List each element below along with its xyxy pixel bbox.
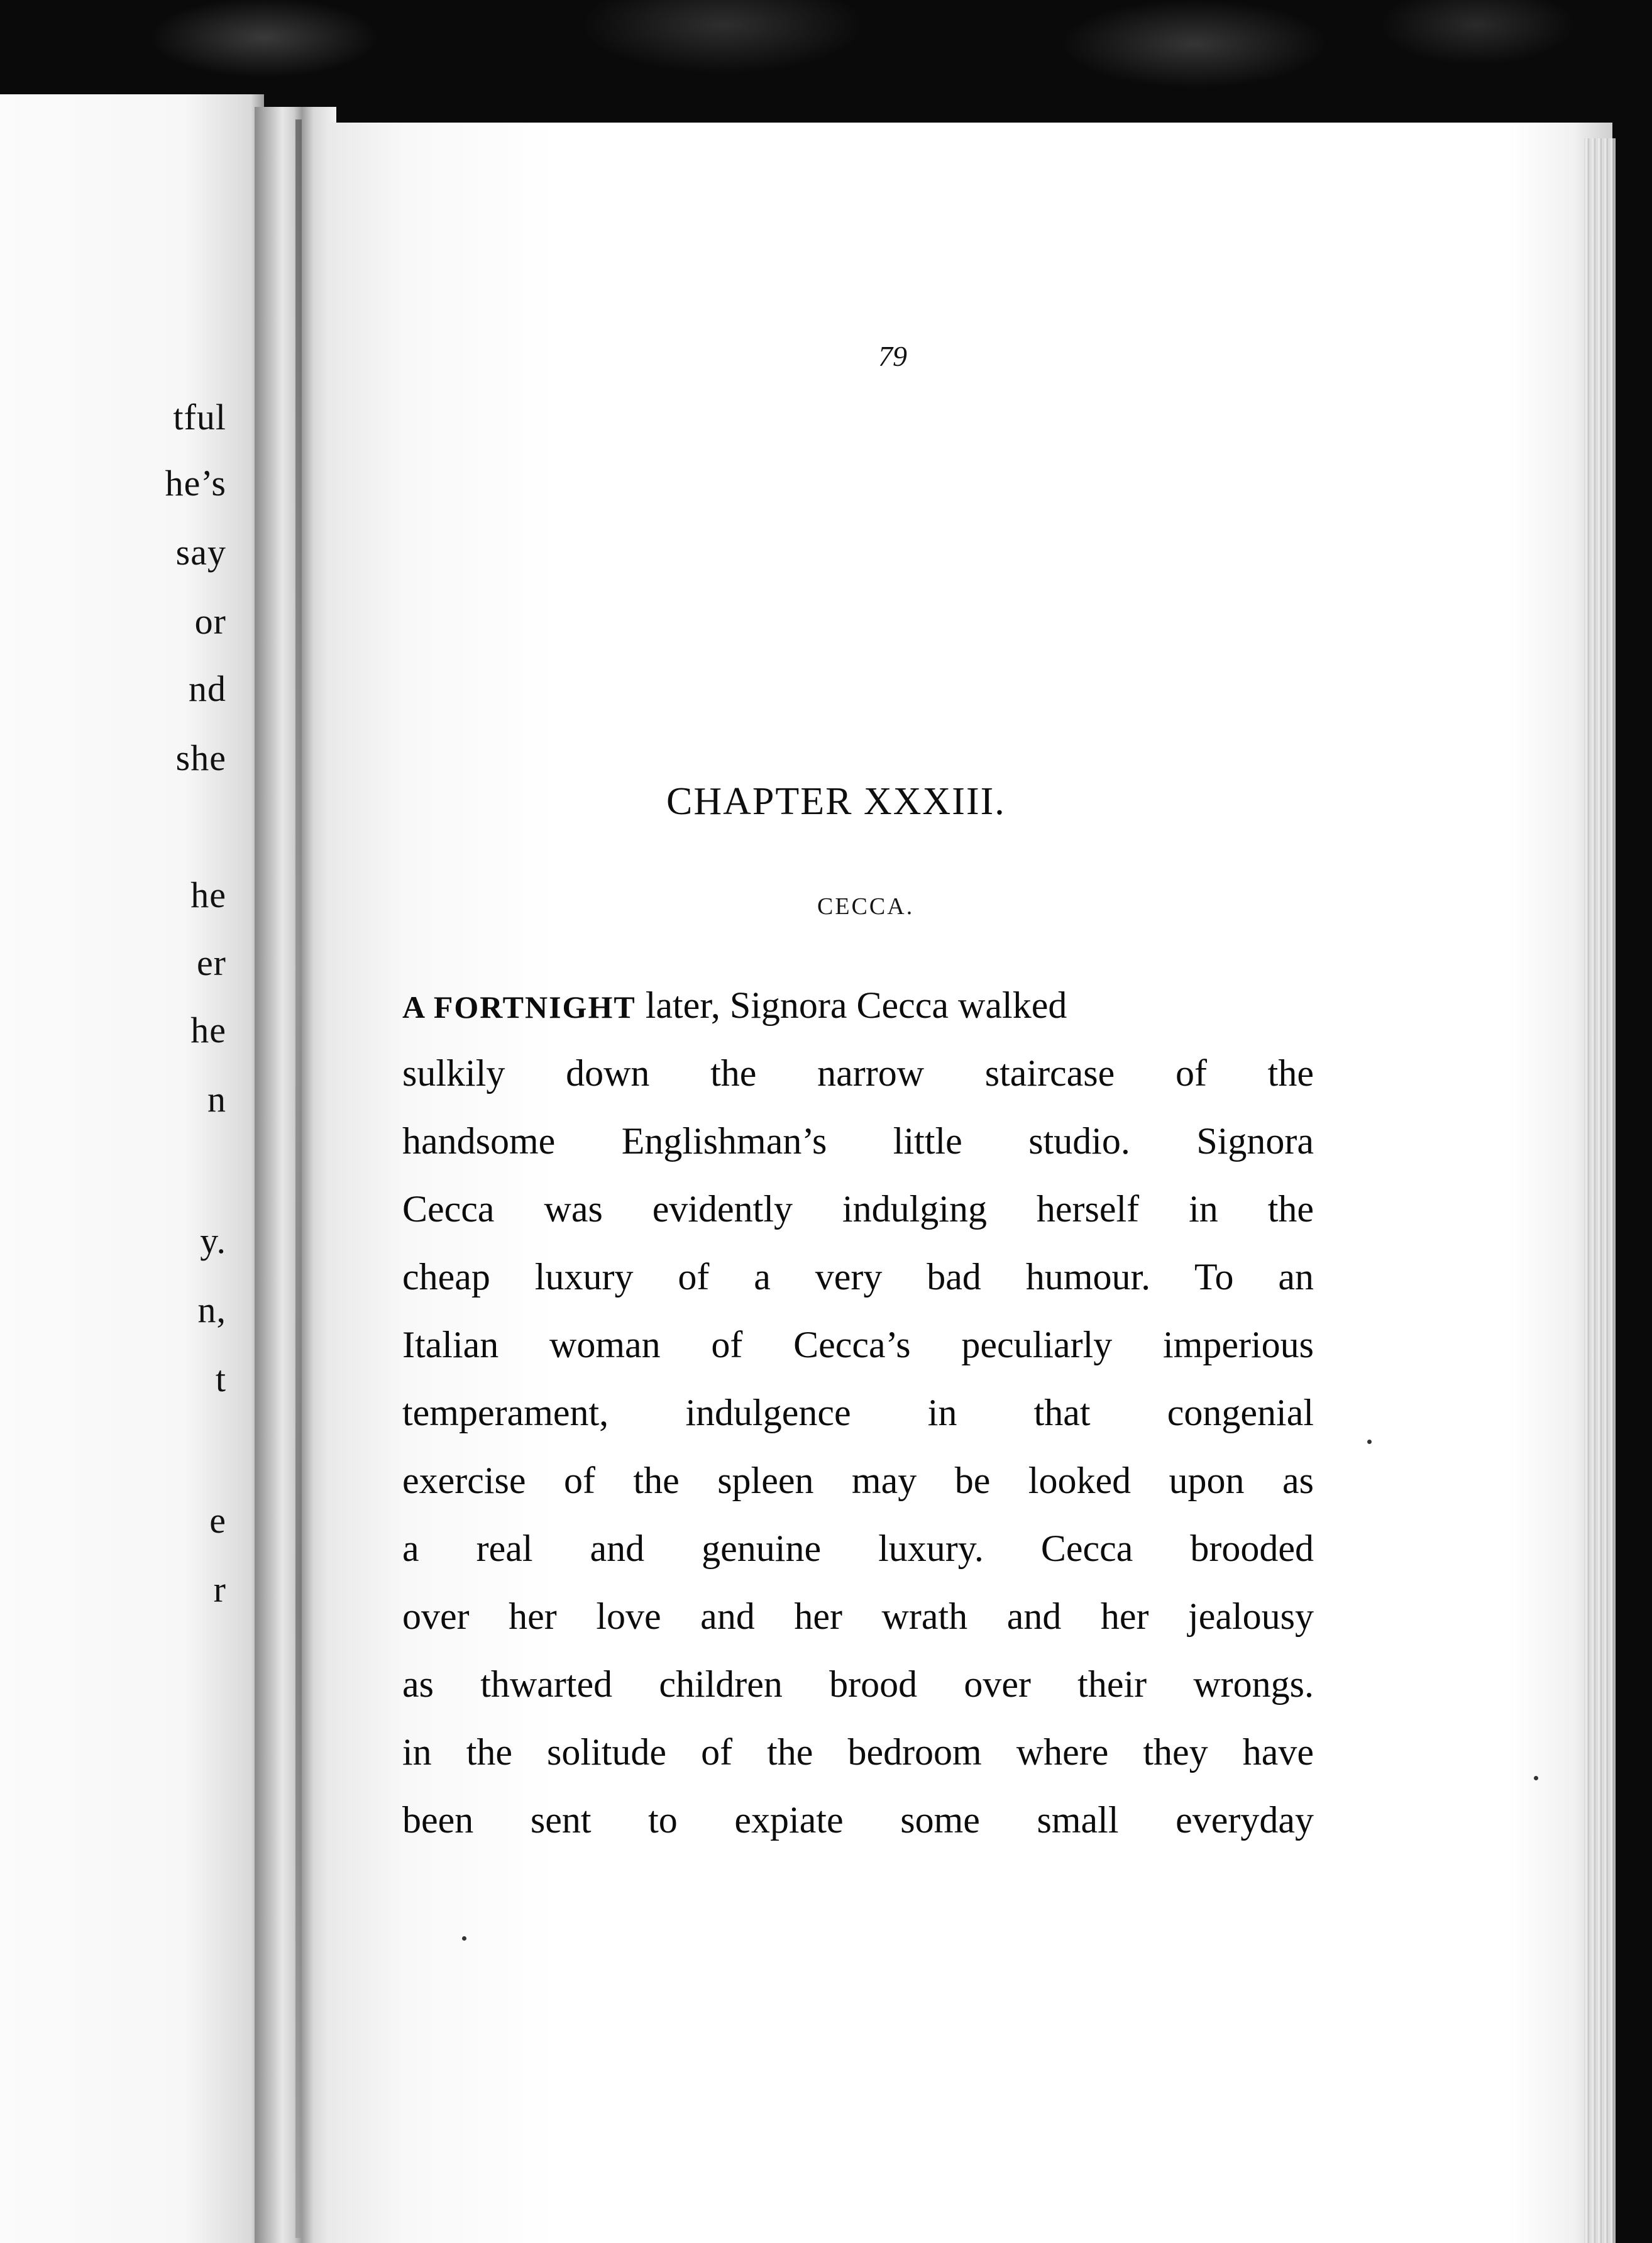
chapter-title: CHAPTER XXXIII.	[666, 780, 1006, 823]
page-number: 79	[878, 340, 907, 372]
left-page-fragment: y.	[200, 1220, 226, 1261]
body-line: handsome Englishman’s little studio. Signora	[402, 1120, 1314, 1162]
paper-speck	[1367, 1440, 1372, 1444]
paper-speck	[1534, 1776, 1538, 1780]
left-page-fragment: e	[209, 1500, 226, 1541]
body-line: over her love and her wrath and her jealousy	[402, 1595, 1314, 1637]
left-page-fragment: t	[215, 1358, 226, 1399]
body-line: been sent to expiate some small everyday	[402, 1799, 1314, 1841]
body-line-text: later, Signora Cecca walked	[636, 984, 1067, 1026]
body-line	[402, 971, 1314, 1039]
page-edge	[1584, 138, 1616, 2243]
left-page-fragment: nd	[189, 668, 226, 709]
left-page-fragment: tful	[173, 397, 226, 438]
body-line: temperament, indulgence in that congenial	[402, 1392, 1314, 1433]
body-line: exercise of the spleen may be looked upon as	[402, 1460, 1314, 1501]
left-page-fragment: she	[175, 737, 226, 778]
left-page-fragment: say	[175, 532, 226, 573]
left-page-fragment: n,	[197, 1289, 226, 1330]
left-page-fragment: er	[196, 942, 226, 983]
chapter-body	[402, 971, 1314, 1854]
body-line: sulkily down the narrow staircase of the	[402, 1052, 1314, 1094]
left-page-fragment: he	[190, 1010, 226, 1050]
body-line: Italian woman of Cecca’s peculiarly imperious	[402, 1324, 1314, 1365]
left-page-fragment: n	[207, 1079, 226, 1120]
body-line: in the solitude of the bedroom where they have	[402, 1731, 1314, 1773]
left-page	[0, 94, 264, 2243]
left-page-fragment: he’s	[165, 463, 226, 504]
paper-speck	[462, 1936, 466, 1941]
body-line: cheap luxury of a very bad humour. To an	[402, 1256, 1314, 1298]
body-line: Cecca was evidently indulging herself in the	[402, 1188, 1314, 1230]
chapter-subtitle: CECCA.	[817, 893, 915, 920]
left-page-fragment: he	[190, 874, 226, 915]
body-line: as thwarted children brood over their wrongs.	[402, 1663, 1314, 1705]
body-line: a real and genuine luxury. Cecca brooded	[402, 1528, 1314, 1569]
left-page-fragment: r	[213, 1569, 226, 1610]
gutter-line	[295, 119, 302, 2238]
opening-word: A FORTNIGHT	[402, 989, 636, 1025]
left-page-fragment: or	[194, 601, 226, 642]
